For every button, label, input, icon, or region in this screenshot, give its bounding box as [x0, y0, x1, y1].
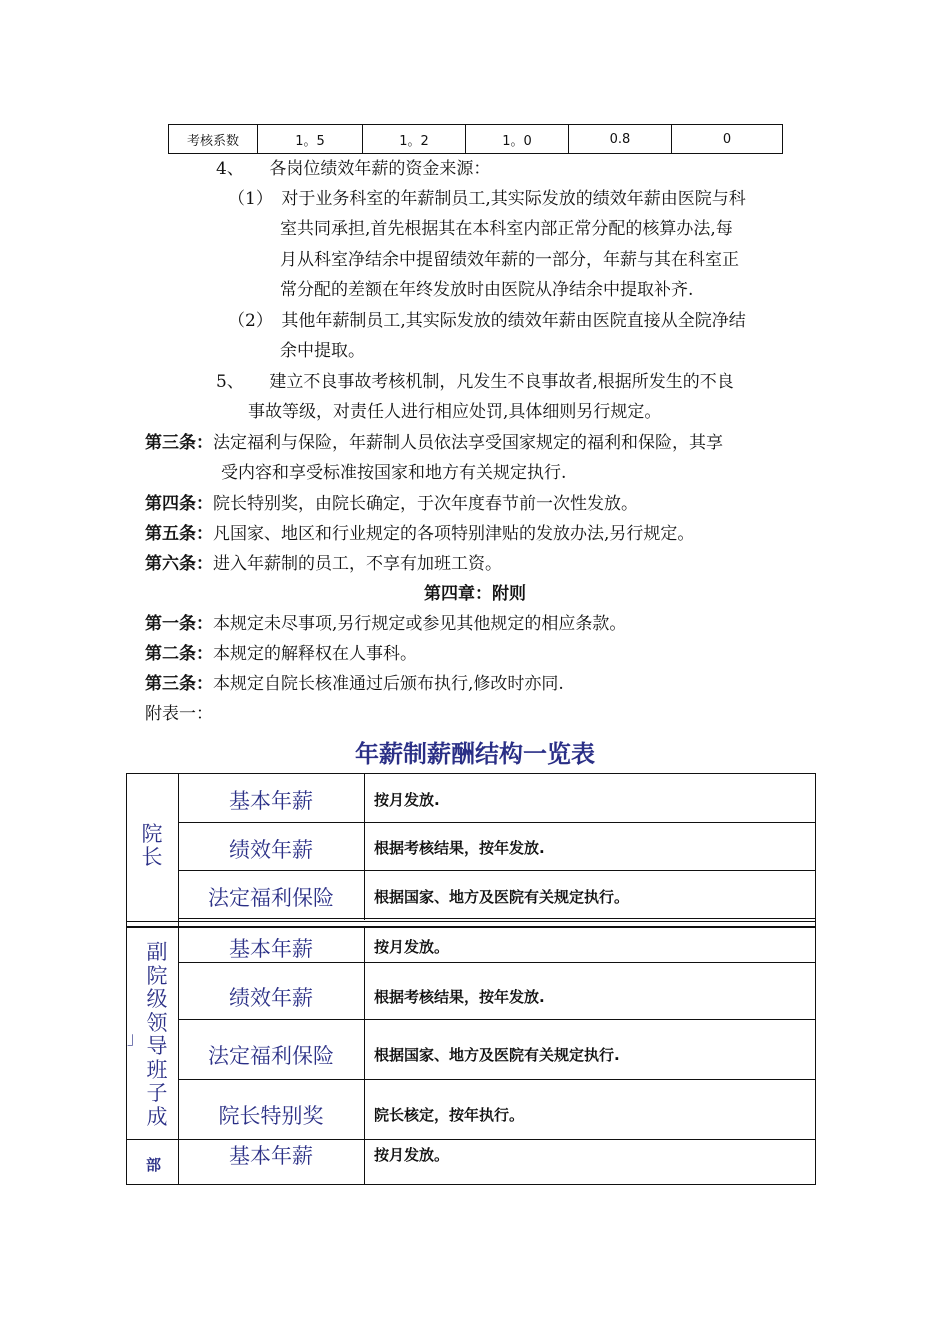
table-border-bottom [126, 1184, 816, 1185]
salary-item: 法定福利保险 [208, 886, 334, 910]
paragraph-line: （2） 其他年薪制员工,其实际发放的绩效年薪由医院直接从全院净结 [228, 311, 746, 331]
coefficient-value: 1。2 [363, 125, 466, 154]
salary-item: 绩效年薪 [229, 986, 313, 1010]
article-label: 第三条： [145, 433, 213, 453]
table-border-left [126, 773, 127, 1185]
paragraph-line: 事故等级，对责任人进行相应处罚,具体细则另行规定。 [248, 402, 662, 422]
coefficient-value: 0 [672, 125, 783, 154]
salary-item: 基本年薪 [229, 937, 313, 961]
group-label-president: 院长 [141, 822, 163, 869]
coefficient-value: 0.8 [569, 125, 672, 154]
group-divider [126, 926, 816, 928]
table-column-divider [364, 926, 365, 1185]
salary-description: 根据国家、地方及医院有关规定执行。 [374, 888, 630, 906]
appendix-article-3 [145, 673, 564, 695]
salary-item: 法定福利保险 [208, 1044, 334, 1068]
row-divider [178, 918, 816, 919]
chapter-title: 第四章：附则 [424, 584, 526, 604]
article-label: 第二条： [145, 644, 213, 664]
table-border-right [815, 773, 816, 1185]
coefficient-value: 1。0 [466, 125, 569, 154]
coefficient-value: 1。5 [258, 125, 363, 154]
article-label: 第四条： [145, 494, 213, 514]
table-title: 年薪制薪酬结构一览表 [355, 740, 595, 768]
article-text: 院长特别奖，由院长确定，于次年度春节前一次性发放。 [213, 494, 638, 514]
salary-item: 基本年薪 [229, 789, 313, 813]
salary-description: 按月发放. [374, 791, 440, 809]
paragraph-line: 室共同承担,首先根据其在本科室内部正常分配的核算办法,每 [280, 219, 733, 239]
article-text: 进入年薪制的员工，不享有加班工资。 [213, 554, 502, 574]
article-3-continued: 受内容和享受标准按国家和地方有关规定执行. [221, 463, 567, 483]
salary-item: 绩效年薪 [229, 838, 313, 862]
salary-description: 按月发放。 [374, 1146, 450, 1164]
article-text: 本规定自院长核准通过后颁布执行,修改时亦同. [213, 674, 564, 694]
salary-item: 院长特别奖 [218, 1104, 324, 1128]
article-6 [145, 553, 502, 575]
article-text: 本规定未尽事项,另行规定或参见其他规定的相应条款。 [213, 614, 627, 634]
table-border-top [126, 773, 816, 774]
row-divider [178, 822, 816, 823]
appendix-article-2 [145, 643, 417, 665]
article-text: 凡国家、地区和行业规定的各项特别津贴的发放办法,另行规定。 [213, 524, 695, 544]
salary-description: 院长核定，按年执行。 [374, 1106, 525, 1124]
article-4 [145, 493, 638, 515]
article-5 [145, 523, 694, 545]
section-heading-4: 4、 各岗位绩效年薪的资金来源： [216, 159, 491, 179]
salary-description: 根据考核结果，按年发放. [374, 839, 545, 857]
salary-description: 根据国家、地方及医院有关规定执行. [374, 1046, 620, 1064]
row-divider [178, 870, 816, 871]
row-divider [178, 1019, 816, 1020]
paragraph-line: （1） 对于业务科室的年薪制员工,其实际发放的绩效年薪由医院与科 [228, 189, 746, 209]
appendix-article-1 [145, 613, 626, 635]
paragraph-line: 余中提取。 [280, 341, 365, 361]
article-label: 第一条： [145, 614, 213, 634]
table-column-divider [364, 773, 365, 920]
group-label-department: 部 [146, 1156, 162, 1174]
article-text: 本规定的解释权在人事科。 [213, 644, 417, 664]
article-label: 第五条： [145, 524, 213, 544]
article-label: 第六条： [145, 554, 213, 574]
article-label: 第三条： [145, 674, 213, 694]
group-divider [126, 921, 816, 922]
coefficient-row [169, 125, 783, 154]
row-divider [178, 1079, 816, 1080]
paragraph-line: 月从科室净结余中提留绩效年薪的一部分，年薪与其在科室正 [280, 250, 739, 270]
attachment-label: 附表一： [145, 704, 213, 724]
article-text: 法定福利与保险，年薪制人员依法享受国家规定的福利和保险，其享 [213, 433, 723, 453]
salary-item: 基本年薪 [229, 1144, 313, 1168]
salary-description: 按月发放。 [374, 938, 450, 956]
paragraph-line: 常分配的差额在年终发放时由医院从净结余中提取补齐. [280, 280, 694, 300]
section-heading-5: 5、 建立不良事故考核机制，凡发生不良事故者,根据所发生的不良 [216, 372, 734, 392]
article-3 [145, 432, 723, 454]
coefficient-label: 考核系数 [169, 125, 258, 154]
group-label-vice-president: 副院级领导班子成 [146, 940, 168, 1129]
coefficient-table [168, 124, 783, 154]
salary-description: 根据考核结果，按年发放. [374, 988, 545, 1006]
stray-mark: 」 [127, 1029, 144, 1049]
